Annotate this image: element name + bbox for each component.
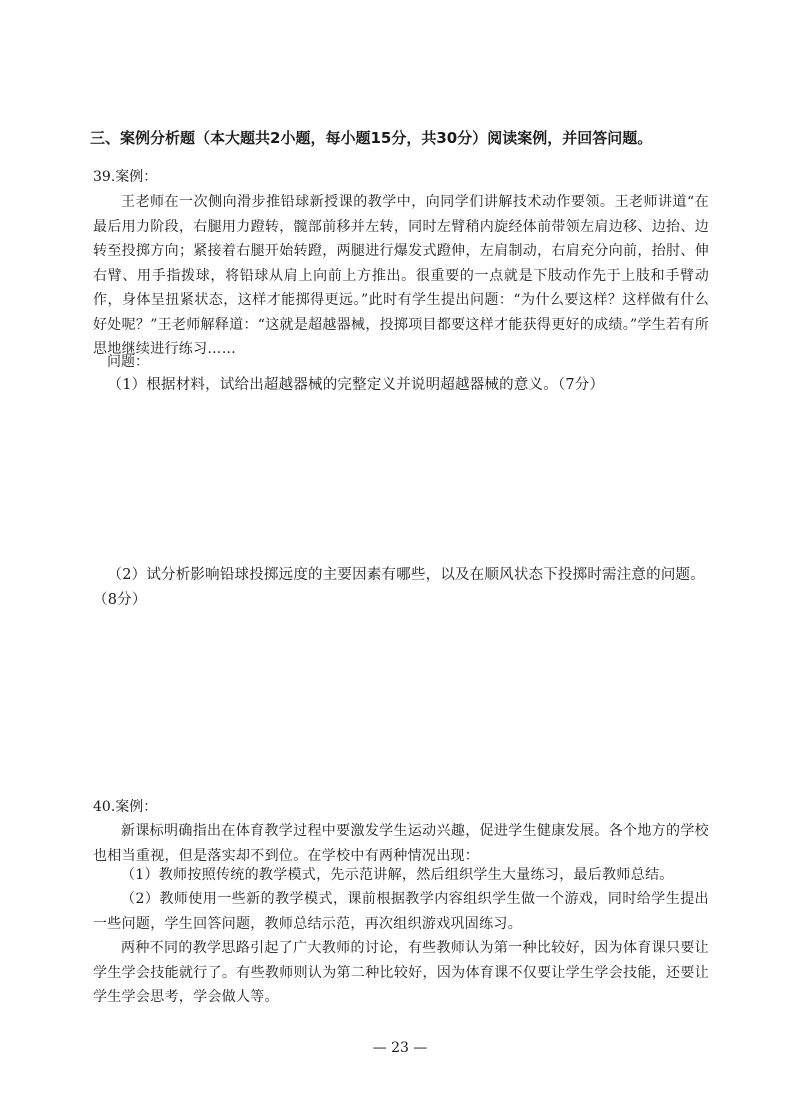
page-number: — 23 — [372, 1040, 428, 1056]
question-40-item-2: （2）教师使用一些新的教学模式，课前根据教学内容组织学生做一个游戏，同时给学生提出一些问题，学生回答问题，教师总结示范，再次组织游戏巩固练习。 [93, 891, 709, 932]
question-39-number: 39.案例： [93, 169, 158, 185]
question-39-sub-1: （1）根据材料，试给出超越器械的完整定义并说明超越器械的意义。（7分） [107, 377, 605, 393]
question-39-case-text: 王老师在一次侧向滑步推铅球新授课的教学中，向同学们讲解技术动作要领。王老师讲道“在最后用力阶段，右腿用力蹬转，髋部前移并左转，同时左臂稍内旋经体前带领左肩边移、边抬、边转至投掷方向；紧接着右腿开始转蹬，两腿进行爆发式蹬伸，左肩制动，右肩充分向前，抬肘、伸右臂、用手指拨球，将铅球从肩上向前上方推出。很重要的一点就是下肢动作先于上肢和手臂动作，身体呈扭紧状态，这样才能掷得更远。”此时有学生提出问题：“为什么要这样？这样做有什么好处呢？”王老师解释道：“这就是超越器械，投掷项目都要这样才能获得更好的成绩。”学生若有所思地继续进行练习…… [93, 194, 709, 357]
question-40-discussion: 两种不同的教学思路引起了广大教师的讨论，有些教师认为第一种比较好，因为体育课只要让学生学会技能就行了。有些教师则认为第二种比较好，因为体育课不仅要让学生学会技能，还要让学生学会思考，学会做人等。 [93, 940, 709, 1005]
question-40-intro: 新课标明确指出在体育教学过程中要激发学生运动兴趣，促进学生健康发展。各个地方的学校也相当重视，但是落实却不到位。在学校中有两种情况出现： [93, 823, 709, 864]
question-39-sub-2: （2）试分析影响铅球投掷远度的主要因素有哪些，以及在顺风状态下投掷时需注意的问题。（8分） [93, 567, 705, 608]
section-heading: 三、案例分析题（本大题共2小题，每小题15分，共30分）阅读案例，并回答问题。 [90, 129, 653, 147]
question-40-item-1: （1）教师按照传统的教学模式，先示范讲解，然后组织学生大量练习，最后教师总结。 [121, 867, 674, 883]
question-39-label: 问题： [107, 354, 149, 370]
question-40-number: 40.案例： [93, 799, 158, 815]
